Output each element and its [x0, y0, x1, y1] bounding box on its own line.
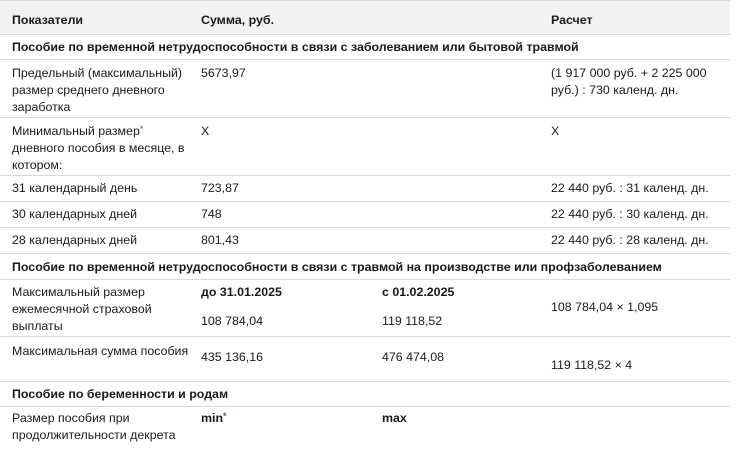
min-header: min* — [201, 411, 227, 425]
row-label: Предельный (максимальный) размер среднего дневного заработка — [12, 66, 183, 114]
row-label: Максимальная сумма пособия — [12, 344, 189, 358]
table-row — [0, 228, 730, 254]
max-header: max — [382, 411, 407, 425]
section-title-sickness: Пособие по временной нетрудоспособности в связи с заболеванием или бытовой травмой — [0, 34, 730, 60]
row-label: Минимальный размер* дневного пособия в месяце, в котором: — [12, 124, 185, 172]
period-header-1: до 31.01.2025 — [201, 285, 282, 299]
row-label: Размер пособия при продолжительности декрета — [12, 411, 176, 442]
row-label: Максимальный размер ежемесячной страховой выплаты — [12, 285, 152, 333]
table-row — [0, 176, 730, 202]
row-value-1: 108 784,04 — [201, 314, 264, 328]
table-row — [0, 202, 730, 228]
row-calc: Х — [551, 124, 560, 138]
row-label: 31 календарный день — [12, 181, 138, 195]
row-calc: 22 440 руб. : 28 календ. дн. — [551, 233, 709, 247]
period-header-2: с 01.02.2025 — [382, 285, 455, 299]
row-calc: 119 118,52 × 4 — [551, 358, 633, 372]
section-title-work-injury: Пособие по временной нетрудоспособности в связи с травмой на производстве или профзаболеванием — [0, 254, 730, 280]
row-value-2: 119 118,52 — [382, 314, 443, 328]
row-sum: 5673,97 — [201, 66, 246, 80]
row-sum: 748 — [201, 207, 222, 221]
row-label: 28 календарных дней — [12, 233, 138, 247]
row-calc: 22 440 руб. : 30 календ. дн. — [551, 207, 709, 221]
row-calc: 22 440 руб. : 31 календ. дн. — [551, 181, 709, 195]
header-indicators: Показатели — [12, 13, 84, 27]
row-sum: 801,43 — [201, 233, 239, 247]
table-row — [0, 407, 730, 449]
row-value-1: 435 136,16 — [201, 350, 264, 364]
table-row — [0, 60, 730, 118]
header-calculation: Расчет — [551, 13, 593, 27]
footnote-star[interactable]: * — [223, 411, 227, 421]
row-sum: Х — [201, 124, 210, 138]
row-calc: (1 917 000 руб. + 2 225 000 руб.) : 730 календ. дн. — [551, 66, 707, 97]
table-row — [0, 118, 730, 176]
row-value-2: 476 474,08 — [382, 350, 445, 364]
row-label: 30 календарных дней — [12, 207, 138, 221]
table-row — [0, 337, 730, 382]
row-calc: 108 784,04 × 1,095 — [551, 300, 659, 314]
header-sum: Сумма, руб. — [201, 13, 275, 27]
table-header — [0, 0, 730, 35]
footnote-star[interactable]: * — [139, 124, 144, 134]
section-title-maternity: Пособие по беременности и родам — [0, 382, 730, 407]
row-sum: 723,87 — [201, 181, 239, 195]
table-row — [0, 280, 730, 337]
